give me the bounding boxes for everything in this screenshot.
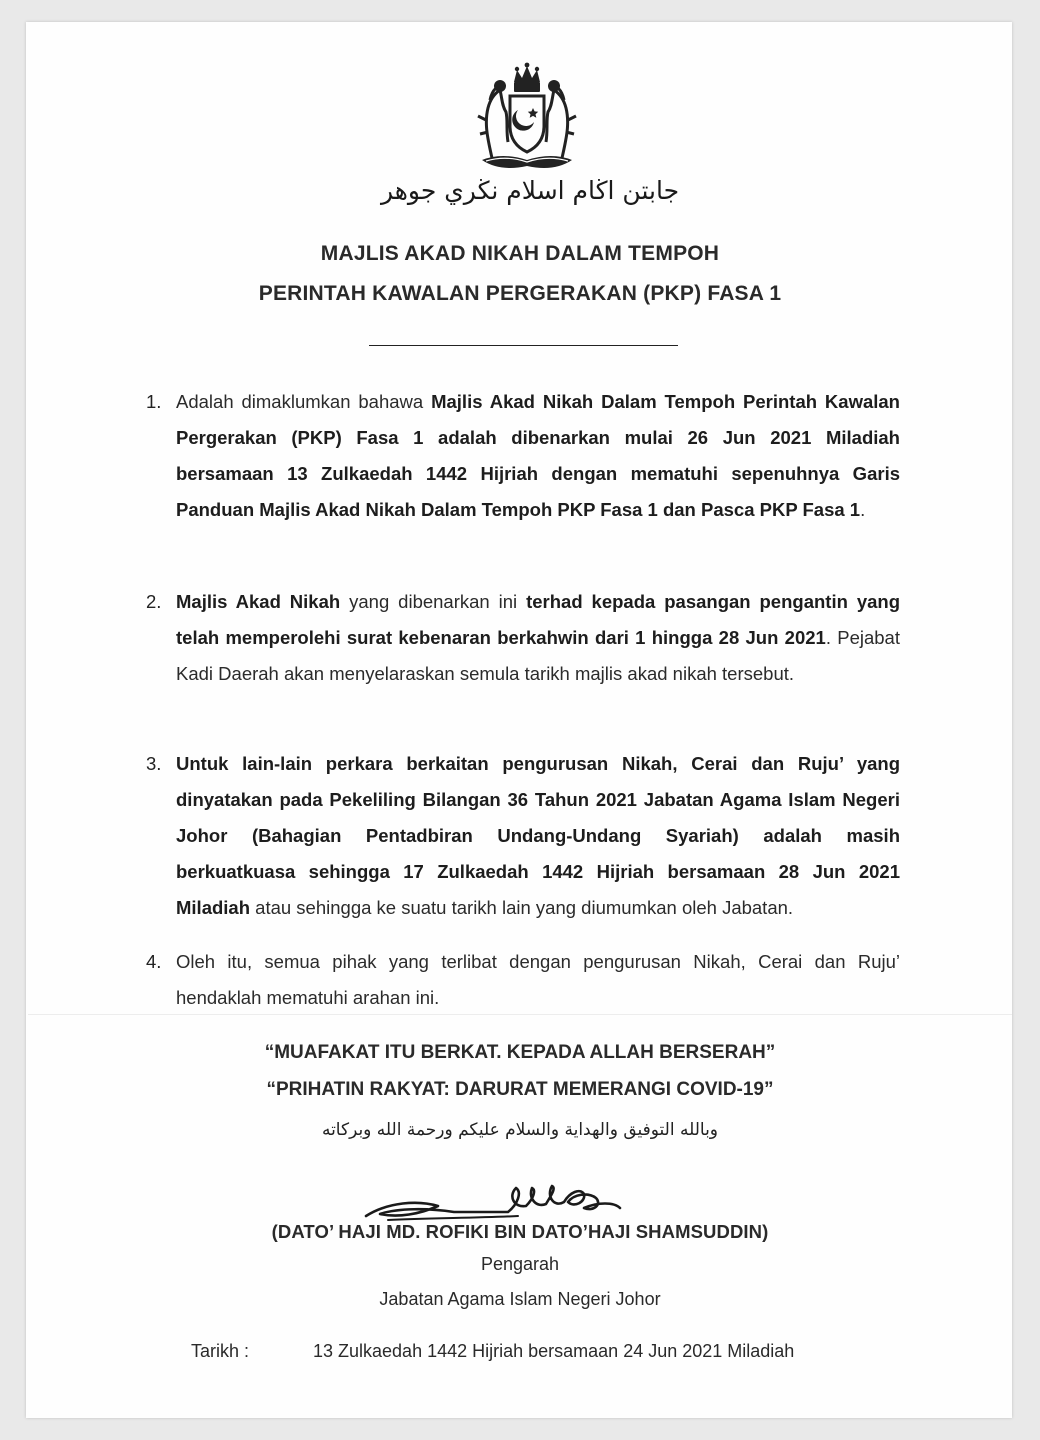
paragraph-2 <box>146 584 900 692</box>
paragraph-number: 3. <box>146 753 162 774</box>
document-title-line-1: MAJLIS AKAD NIKAH DALAM TEMPOH <box>320 242 720 265</box>
paragraph-text <box>176 746 900 926</box>
arabic-closing-greeting: وبالله التوفيق والهداية والسلام عليكم ورحمة الله وبركاته <box>321 1120 719 1140</box>
signatory-name: (DATO’ HAJI MD. ROFIKI BIN DATO’HAJI SHAMSUDDIN) <box>271 1221 769 1242</box>
document-title-line-2: PERINTAH KAWALAN PERGERAKAN (PKP) FASA 1 <box>258 282 782 305</box>
paragraph-4 <box>146 944 900 1016</box>
paragraph-text <box>176 584 900 692</box>
paragraph-1 <box>146 384 900 528</box>
johor-crest-emblem <box>472 60 582 176</box>
bold-text-run: Untuk lain-lain perkara berkaitan pengurusan Nikah, Cerai dan Ruju’ yang dinyatakan pada Pekeliling Bilangan 36 Tahun 2021 Jabatan Agama Islam Negeri Johor (Bahagian Pentadbiran Undang-Undang Syariah) adalah masih berkuatkuasa sehingga 17 Zulkaedah 1442 Hijriah bersamaan 28 Jun 2021 Miladiah <box>176 753 900 918</box>
arabic-department-header: جابتن اڬام اسلام نڬري جوهر <box>380 176 680 205</box>
signatory-department: Jabatan Agama Islam Negeri Johor <box>379 1289 661 1309</box>
date-label: Tarikh : <box>191 1341 250 1361</box>
text-run: Oleh itu, semua pihak yang terlibat dengan pengurusan Nikah, Cerai dan Ruju’ hendaklah mematuhi arahan ini. <box>176 951 900 1008</box>
paragraph-number: 4. <box>146 951 162 972</box>
title-underline-divider <box>369 345 678 346</box>
bold-text-run: Majlis Akad Nikah <box>176 591 341 612</box>
paragraph-text <box>176 384 900 528</box>
text-run: atau sehingga ke suatu tarikh lain yang diumumkan oleh Jabatan. <box>250 897 794 918</box>
text-run: . Pejabat Kadi Daerah akan menyelaraskan semula tarikh majlis akad nikah tersebut. <box>176 627 900 684</box>
paragraph-text <box>176 944 900 1016</box>
paragraph-number: 2. <box>146 591 162 612</box>
motto-line-1: “MUAFAKAT ITU BERKAT. KEPADA ALLAH BERSERAH” <box>264 1042 776 1063</box>
bold-text-run: Majlis Akad Nikah Dalam Tempoh Perintah Kawalan Pergerakan (PKP) Fasa 1 adalah dibenarkan mulai 26 Jun 2021 Miladiah bersamaan 13 Zulkaedah 1442 Hijriah dengan mematuhi sepenuhnya Garis Panduan Majlis Akad Nikah Dalam Tempoh PKP Fasa 1 dan Pasca PKP Fasa 1 <box>176 391 900 520</box>
scan-fold-line <box>28 1014 1012 1015</box>
paragraph-number: 1. <box>146 391 162 412</box>
motto-line-2: “PRIHATIN RAKYAT: DARURAT MEMERANGI COVID-19” <box>266 1079 774 1100</box>
paragraph-3 <box>146 746 900 926</box>
bold-text-run: terhad kepada pasangan pengantin yang telah memperolehi surat kebenaran berkahwin dari 1 hingga 28 Jun 2021 <box>176 591 900 648</box>
text-run: . <box>860 499 866 520</box>
text-run: yang dibenarkan ini <box>340 591 527 612</box>
text-run: Adalah dimaklumkan bahawa <box>176 391 432 412</box>
date-value: 13 Zulkaedah 1442 Hijriah bersamaan 24 Jun 2021 Miladiah <box>313 1341 795 1361</box>
signatory-position: Pengarah <box>480 1254 560 1274</box>
